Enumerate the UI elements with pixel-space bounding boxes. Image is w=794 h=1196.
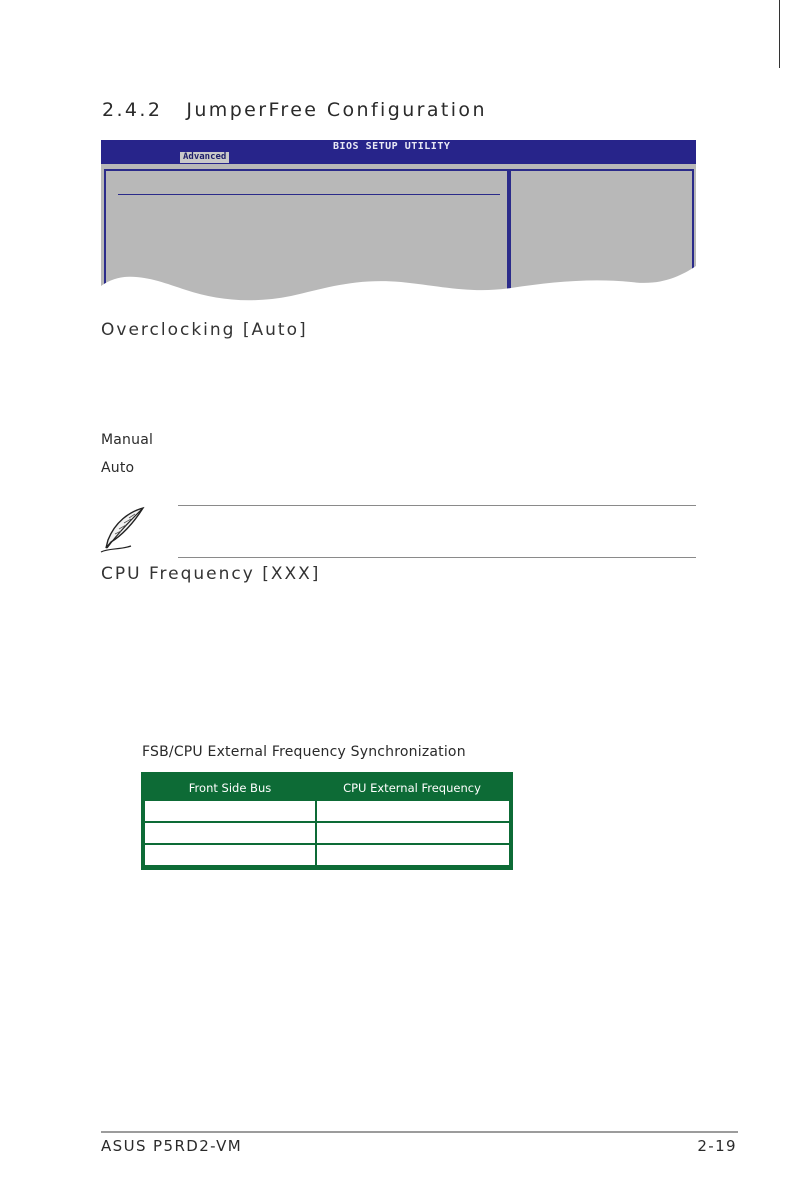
table-header-fsb: Front Side Bus xyxy=(188,781,272,795)
torn-edge xyxy=(101,258,696,308)
bios-tab-advanced[interactable]: Advanced xyxy=(180,152,229,163)
table-row xyxy=(145,801,509,821)
table-cell-cpu-ext xyxy=(317,823,509,843)
table-row xyxy=(145,845,509,865)
table-header-cpu-ext: CPU External Frequency xyxy=(343,781,481,795)
section-number: 2.4.2 xyxy=(102,99,163,121)
note-feather-icon xyxy=(99,506,145,554)
table-cell-fsb xyxy=(145,845,315,865)
note-bottom-rule xyxy=(178,557,696,558)
note-top-rule xyxy=(178,505,696,506)
option-auto: Auto xyxy=(101,460,135,476)
table-caption: FSB/CPU External Frequency Synchronization xyxy=(142,744,466,760)
table-row xyxy=(145,823,509,843)
bios-divider xyxy=(118,194,500,195)
footer-rule xyxy=(101,1131,738,1133)
section-title-text: JumperFree Configuration xyxy=(186,99,487,121)
cpu-frequency-heading: CPU Frequency [XXX] xyxy=(101,564,321,584)
table-cell-cpu-ext xyxy=(317,801,509,821)
fsb-frequency-table xyxy=(141,772,513,870)
bios-title: BIOS SETUP UTILITY xyxy=(333,141,451,152)
bios-screenshot xyxy=(101,140,696,305)
option-manual: Manual xyxy=(101,432,154,448)
table-cell-fsb xyxy=(145,801,315,821)
page-edge-marker xyxy=(779,0,780,68)
overclocking-heading: Overclocking [Auto] xyxy=(101,320,308,340)
table-cell-fsb xyxy=(145,823,315,843)
footer-product: ASUS P5RD2-VM xyxy=(101,1137,243,1155)
section-title xyxy=(102,99,487,121)
table-cell-cpu-ext xyxy=(317,845,509,865)
bios-title-bar xyxy=(101,140,696,164)
footer-page-number: 2-19 xyxy=(697,1137,737,1155)
